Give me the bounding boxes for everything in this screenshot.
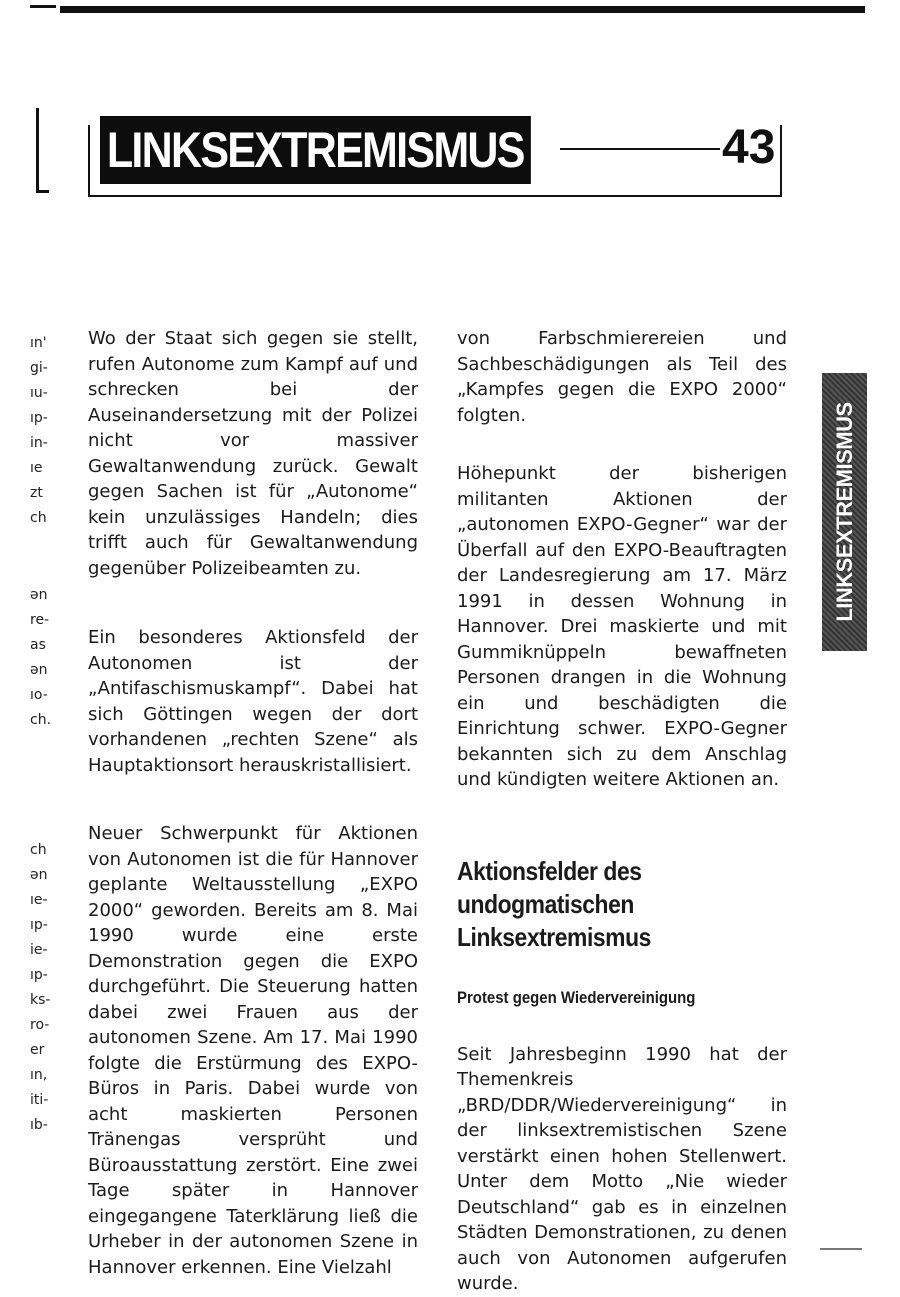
margin-fragment: ch [30,510,47,526]
section-title: LINKSEXTREMISMUS [100,116,531,184]
paragraph-staat: Wo der Staat sich gegen sie stellt, rufen Autonome zum Kampf auf und schrecken bei der Auseinandersetzung mit der Polizei nicht vor massiver Gewaltanwendung zurück. Gewalt gegen Sachen ist für „Autonome“ kein unzulässiges Handeln; dies trifft auch für Gewaltanwendung gegenüber Polizeibeamten zu. [88,328,418,579]
paragraph-hoehepunkt: Höhepunkt der bisherigen militanten Aktionen der „autonomen EXPO-Gegner“ war der Überfall auf den EXPO-Beauftragten der Landesregierung am 17. März 1991 in dessen Wohnung in Hannover. Drei maskierte und mit Gummiknüppeln bewaffneten Personen drangen in die Wohnung ein und beschädigten die Einrichtung schwer. EXPO-Gegner bekannten sich zu dem Anschlag und kündigten weitere Aktionen an. [457,463,787,790]
margin-fragment: ie- [30,942,48,958]
side-tab-label: LINKSEXTREMISMUS [831,402,857,622]
margin-fragment: ıu- [30,385,48,401]
margin-fragment: in- [30,435,48,451]
margin-fragment: ıb- [30,1117,48,1133]
page-number: 43 [722,121,776,174]
top-rule [60,6,865,13]
margin-fragment: ən [30,662,48,678]
margin-fragment: ıp- [30,917,48,933]
margin-fragment: as [30,637,46,653]
paragraph-farbschmierereien: von Farbschmierereien und Sachbeschädigungen als Teil des „Kampfes gegen die EXPO 2000“ folgten. [457,328,787,426]
margin-fragment: iti- [30,1092,49,1108]
left-bracket-mark [36,108,49,193]
side-tab [822,373,867,651]
margin-fragment: ıe- [30,892,48,908]
bottom-rule [820,1248,862,1250]
subsection-heading: Protest gegen Wiedervereinigung [457,987,696,1007]
margin-fragment: ıp- [30,410,48,426]
margin-fragment: ən [30,587,48,603]
top-rule-left [30,5,56,8]
paragraph-wiedervereinigung: Seit Jahresbeginn 1990 hat der Themenkreis „BRD/DDR/Wiedervereinigung“ in der linksextremistischen Szene verstärkt einen hohen Stellenwert. Unter dem Motto „Nie wieder Deutschland“ gab es in einzelnen Städten Demonstrationen, zu denen auch von Autonomen aufgerufen wurde. [457,1043,787,1294]
margin-fragment: ın' [30,335,47,351]
left-column [88,326,418,1280]
margin-fragment: gi- [30,360,48,376]
margin-fragment: ch. [30,712,52,728]
header-rule [560,148,720,150]
margin-fragment: er [30,1042,45,1058]
margin-fragment: ch [30,842,47,858]
margin-fragment: zt [30,485,43,501]
margin-fragment: ıo- [30,687,48,703]
right-column [457,326,787,1297]
margin-fragment: ıp- [30,967,48,983]
paragraph-antifaschismus: Ein besonderes Aktionsfeld der Autonomen ist der „Antifaschismuskampf“. Dabei hat sich Göttingen wegen der dort vorhandenen „rechten Szene“ als Hauptaktionsort herauskristallisiert. [88,627,418,776]
section-heading: Aktionsfelder des undogmatischen Linksextremismus [457,855,651,952]
margin-fragment: ın, [30,1067,48,1083]
margin-fragment: ıe [30,460,43,476]
margin-fragment: ən [30,867,48,883]
margin-fragment: re- [30,612,50,628]
margin-fragment: ro- [30,1017,50,1033]
paragraph-expo: Neuer Schwerpunkt für Aktionen von Autonomen ist die für Hannover geplante Weltausstellung „EXPO 2000“ geworden. Bereits am 8. Mai 1990 wurde eine erste Demonstration gegen die EXPO durchgeführt. Die Steuerung hatten dabei zwei Frauen aus der autonomen Szene. Am 17. Mai 1990 folgte die Erstürmung des EXPO-Büros in Paris. Dabei wurde von acht maskierten Personen Tränengas versprüht und Büroausstattung zerstört. Eine zwei Tage später in Hannover eingegangene Taterklärung ließ die Urheber in der autonomen Szene in Hannover erkennen. Eine Vielzahl [88,823,418,1278]
margin-fragment: ks- [30,992,51,1008]
